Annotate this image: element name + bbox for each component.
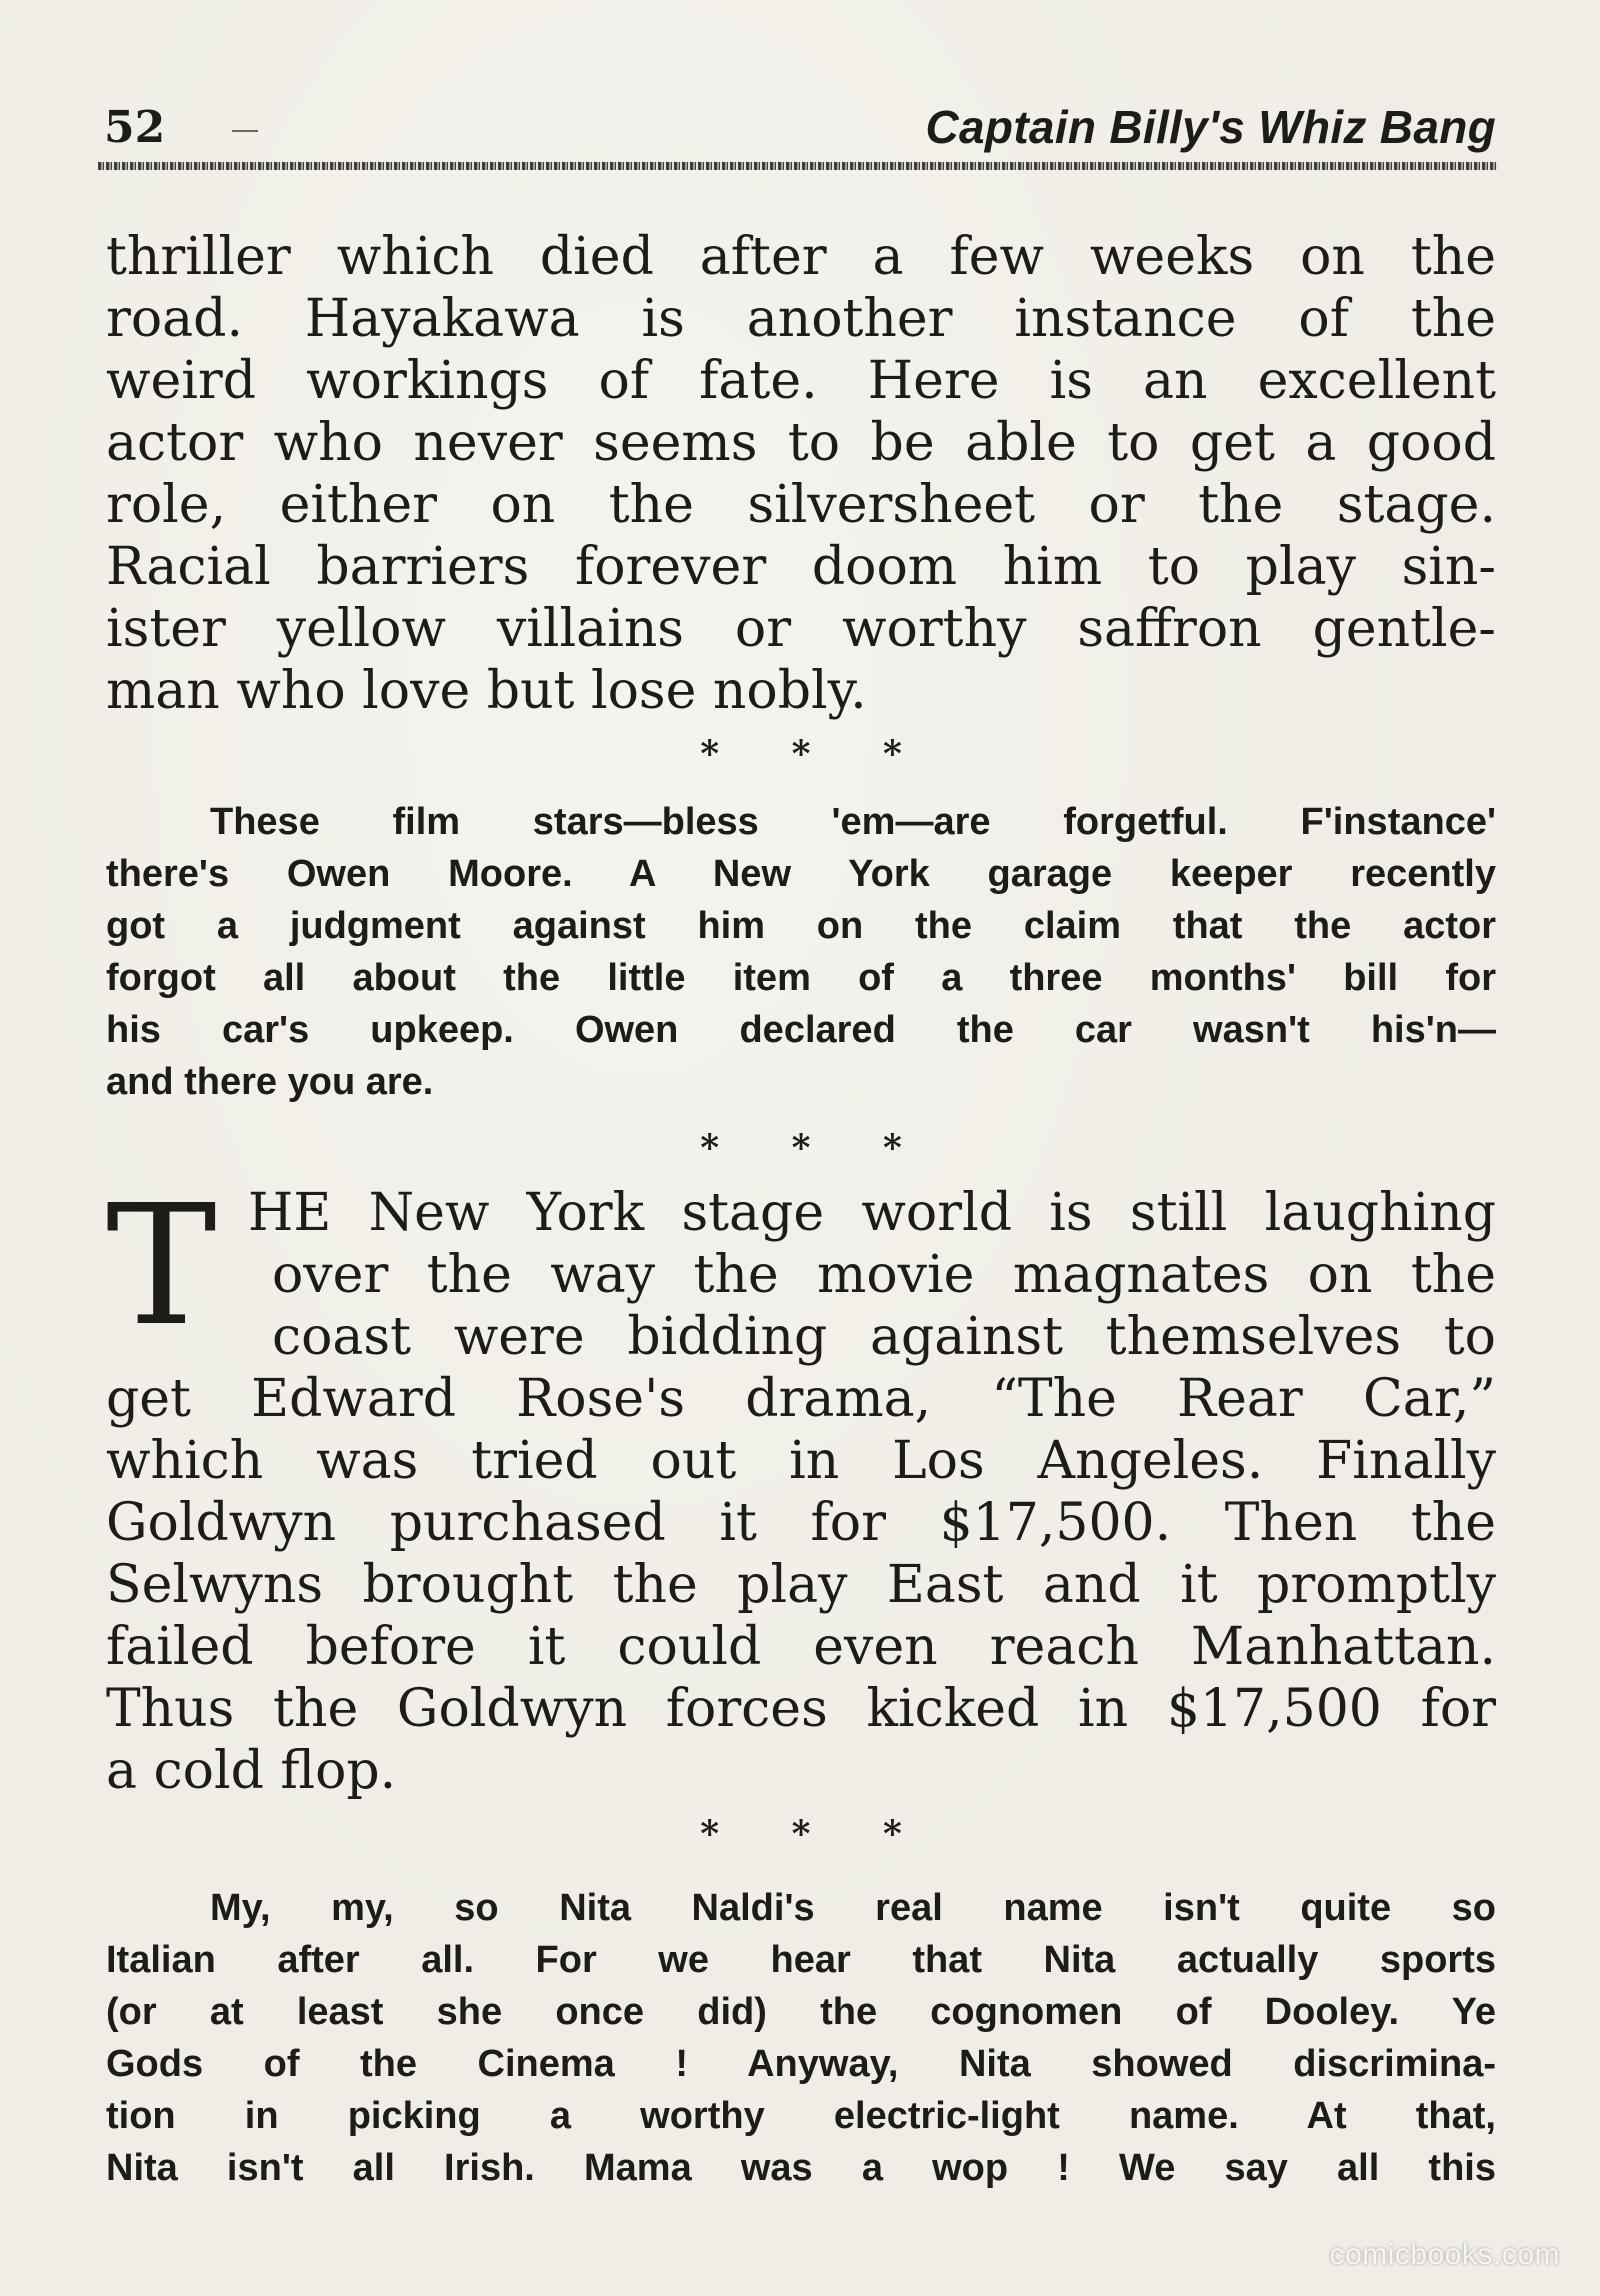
section-separator: * * * [700, 1813, 932, 1855]
text-line: weird workings of fate. Here is an excellent [106, 351, 1496, 411]
text-line: thriller which died after a few weeks on the [106, 227, 1496, 287]
text-line: ister yellow villains or worthy saffron gentle- [106, 599, 1496, 659]
article-body [106, 226, 1496, 2194]
text-line: forgot all about the little item of a three months' bill for [106, 957, 1496, 999]
text-line: his car's upkeep. Owen declared the car wasn't his'n— [106, 1009, 1496, 1051]
text-line: Thus the Goldwyn forces kicked in $17,500 for [106, 1679, 1496, 1739]
text-line: Gods of the Cinema ! Anyway, Nita showed discrimina- [106, 2043, 1496, 2085]
hayakawa-paragraph [106, 226, 1496, 722]
text-line: These film stars—bless 'em—are forgetful. F'instance' [210, 801, 1496, 843]
text-line: actor who never seems to be able to get a good [106, 413, 1496, 473]
text-line: Goldwyn purchased it for $17,500. Then the [106, 1493, 1496, 1553]
text-line: man who love but lose nobly. [106, 661, 867, 721]
text-line: get Edward Rose's drama, “The Rear Car,” [106, 1369, 1496, 1429]
text-line: which was tried out in Los Angeles. Finally [106, 1431, 1496, 1491]
page-header [104, 98, 1496, 158]
header-rule [98, 162, 1498, 170]
text-line: Racial barriers forever doom him to play sin- [106, 537, 1496, 597]
text-line: tion in picking a worthy electric-light name. At that, [106, 2095, 1496, 2137]
text-line: Italian after all. For we hear that Nita actually sports [106, 1939, 1496, 1981]
magazine-title: Captain Billy's Whiz Bang [925, 101, 1496, 153]
text-line: a cold flop. [106, 1741, 397, 1801]
text-line: there's Owen Moore. A New York garage keeper recently [106, 853, 1496, 895]
drop-cap: T [106, 1170, 217, 1363]
text-line: over the way the movie magnates on the [272, 1245, 1496, 1305]
text-line: HE New York stage world is still laughing [248, 1183, 1496, 1243]
text-line: road. Hayakawa is another instance of the [106, 289, 1496, 349]
owen-moore-paragraph [106, 796, 1496, 1108]
page-number: 52 [104, 102, 166, 153]
text-line: failed before it could even reach Manhattan. [106, 1617, 1496, 1677]
text-line: role, either on the silversheet or the stage. [106, 475, 1496, 535]
text-line: coast were bidding against themselves to [272, 1307, 1496, 1367]
rear-car-paragraph [106, 1170, 1496, 1802]
site-watermark: comicbooks.com [1329, 2238, 1560, 2271]
text-line: got a judgment against him on the claim that the actor [106, 905, 1496, 947]
text-line: and there you are. [106, 1061, 434, 1103]
text-line: (or at least she once did) the cognomen of Dooley. Ye [106, 1991, 1496, 2033]
nita-naldi-paragraph [106, 1882, 1496, 2194]
header-dash [232, 130, 258, 132]
text-line: Nita isn't all Irish. Mama was a wop ! We say all this [106, 2147, 1496, 2189]
section-separator: * * * [700, 733, 932, 775]
text-line: My, my, so Nita Naldi's real name isn't quite so [210, 1887, 1496, 1929]
text-line: Selwyns brought the play East and it promptly [106, 1555, 1496, 1615]
section-separator: * * * [700, 1127, 932, 1169]
